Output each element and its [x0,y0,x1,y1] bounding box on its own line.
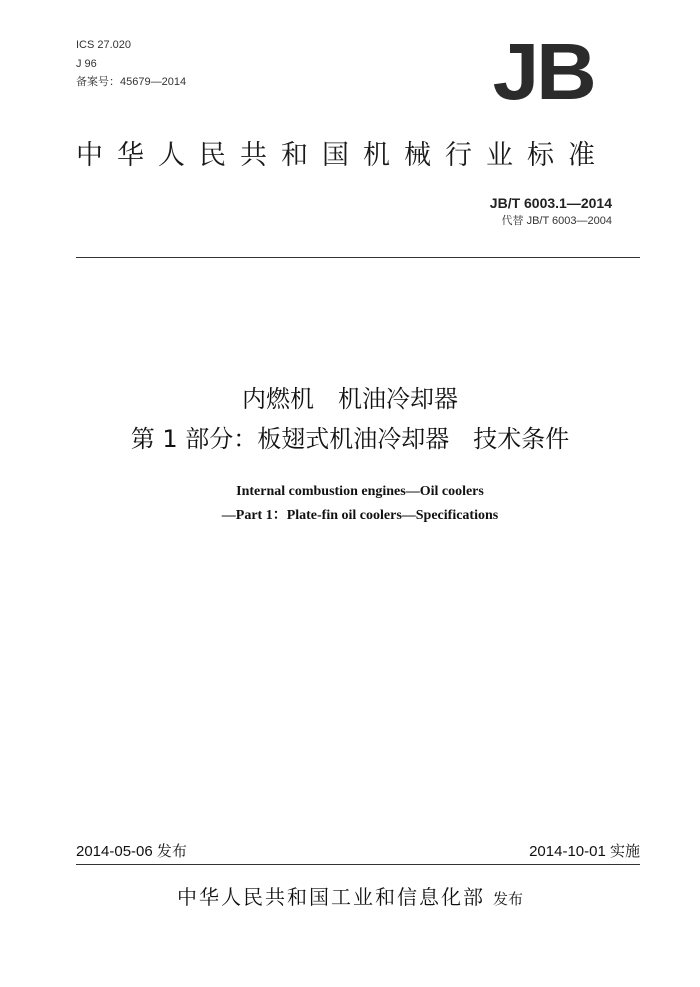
issuer-name: 中华人民共和国工业和信息化部 [176,885,485,909]
publish-date: 2014-05-06 发布 [76,843,187,860]
footer-divider [76,864,640,865]
standard-code: JB/T 6003.1—2014 [489,195,612,211]
header-divider [76,257,640,258]
title-zh-line2: 第 1 部分：板翅式机油冷却器 技术条件 [130,425,570,453]
jb-logo: JB [492,27,594,116]
implement-date: 2014-10-01 实施 [529,843,640,860]
record-number: 备案号：45679—2014 [76,76,187,88]
issuer-suffix: 发布 [492,890,523,908]
ics-code: ICS 27.020 [76,39,132,51]
issuer-line [0,882,700,914]
title-en-line2: —Part 1：Plate-fin oil coolers—Specifications [221,508,499,523]
title-en-line1: Internal combustion engines—Oil coolers [236,484,484,499]
replaces-standard: 代替 JB/T 6003—2004 [501,215,612,227]
title-zh-line1: 内燃机 机油冷却器 [242,385,458,413]
classification-code: J 96 [76,58,97,70]
industry-standard-title: 中华人民共和国机械行业标准 [76,140,609,171]
